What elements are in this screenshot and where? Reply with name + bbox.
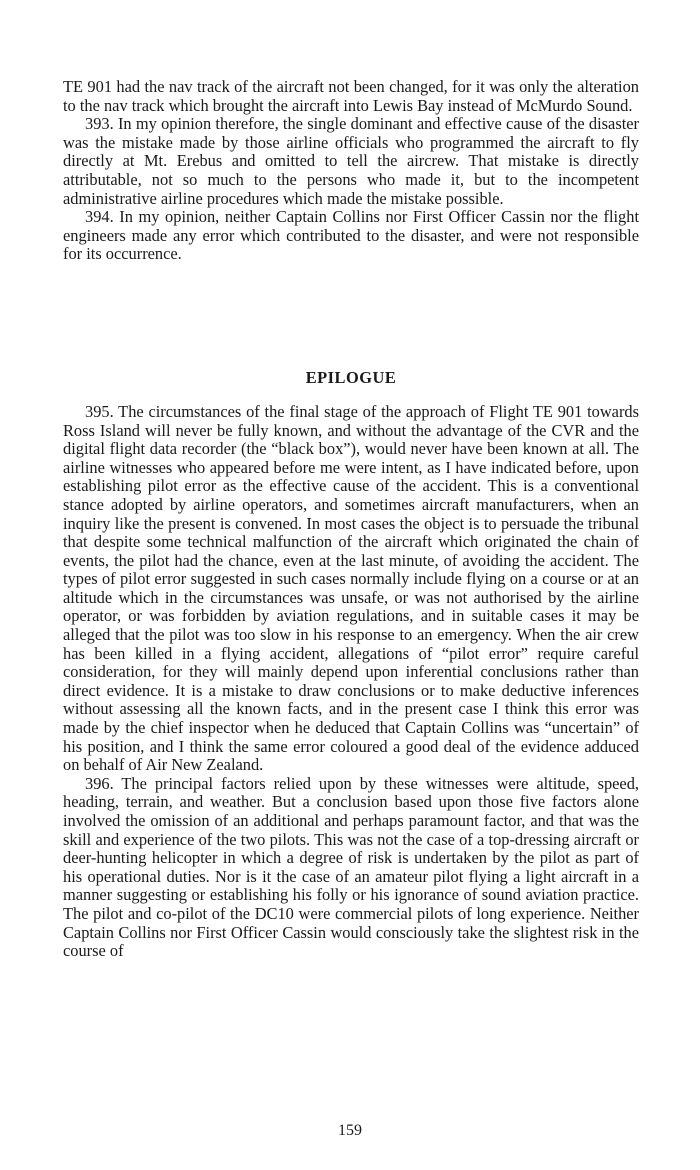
paragraph-393: 393. In my opinion therefore, the single dominant and effective cause of the disaster was the mistake made by those airline officials who programmed the aircraft to fly directly at Mt. Erebus and omitted to tell the aircrew. That mistake is directly attributable, not so much to the persons who made it, but to the incompetent administrative airline procedures which made the mistake possible. — [63, 114, 639, 208]
page-body — [63, 78, 639, 961]
paragraph-395: 395. The circumstances of the final stage of the approach of Flight TE 901 towards Ross Island will never be fully known, and without the advantage of the CVR and the digital flight data recorder (the “black box”), would never have been known at all. The airline witnesses who appeared before me were intent, as I have indicated before, upon establishing pilot error as the effective cause of the accident. This is a conventional stance adopted by airline operators, and sometimes aircraft manufacturers, when an inquiry like the present is convened. In most cases the object is to persuade the tribunal that despite some technical malfunction of the aircraft which originated the chain of events, the pilot had the chance, even at the last minute, of avoiding the accident. The types of pilot error suggested in such cases normally include flying on a course or at an altitude which in the circumstances was unsafe, or was not authorised by the airline operator, or was forbidden by aviation regulations, and in suitable cases it may be alleged that the pilot was too slow in his response to an emergency. When the air crew has been killed in a flying accident, allegations of “pilot error” require careful consideration, for they will mainly depend upon inferential conclusions rather than direct evidence. It is a mistake to draw conclusions or to make deductive inferences without assessing all the known facts, and in the present case I think this error was made by the chief inspector when he deduced that Captain Collins was “uncertain” of his position, and I think the same error coloured a good deal of the evidence adduced on behalf of Air New Zealand. — [63, 401, 639, 775]
paragraph-continuation: TE 901 had the nav track of the aircraft not been changed, for it was only the alteration to the nav track which brought the aircraft into Lewis Bay instead of McMurdo Sound. — [63, 77, 639, 115]
section-heading-epilogue: EPILOGUE — [305, 367, 397, 387]
page-number: 159 — [338, 1122, 362, 1139]
paragraph-396: 396. The principal factors relied upon by these witnesses were altitude, speed, heading, terrain, and weather. But a conclusion based upon those five factors alone involved the omission of an additional and perhaps paramount factor, and that was the skill and experience of the two pilots. This was not the case of a top-dressing aircraft or deer-hunting helicopter in which a degree of risk is undertaken by the pilot as part of his operational duties. Nor is it the case of an amateur pilot flying a light aircraft in a manner suggesting or establishing his folly or his ignorance of sound aviation practice. The pilot and co-pilot of the DC10 were commercial pilots of long experience. Neither Captain Collins nor First Officer Cassin would consciously take the slightest risk in the course of — [63, 773, 639, 961]
paragraph-394: 394. In my opinion, neither Captain Collins nor First Officer Cassin nor the flight engineers made any error which contributed to the disaster, and were not responsible for its occurrence. — [63, 207, 639, 264]
